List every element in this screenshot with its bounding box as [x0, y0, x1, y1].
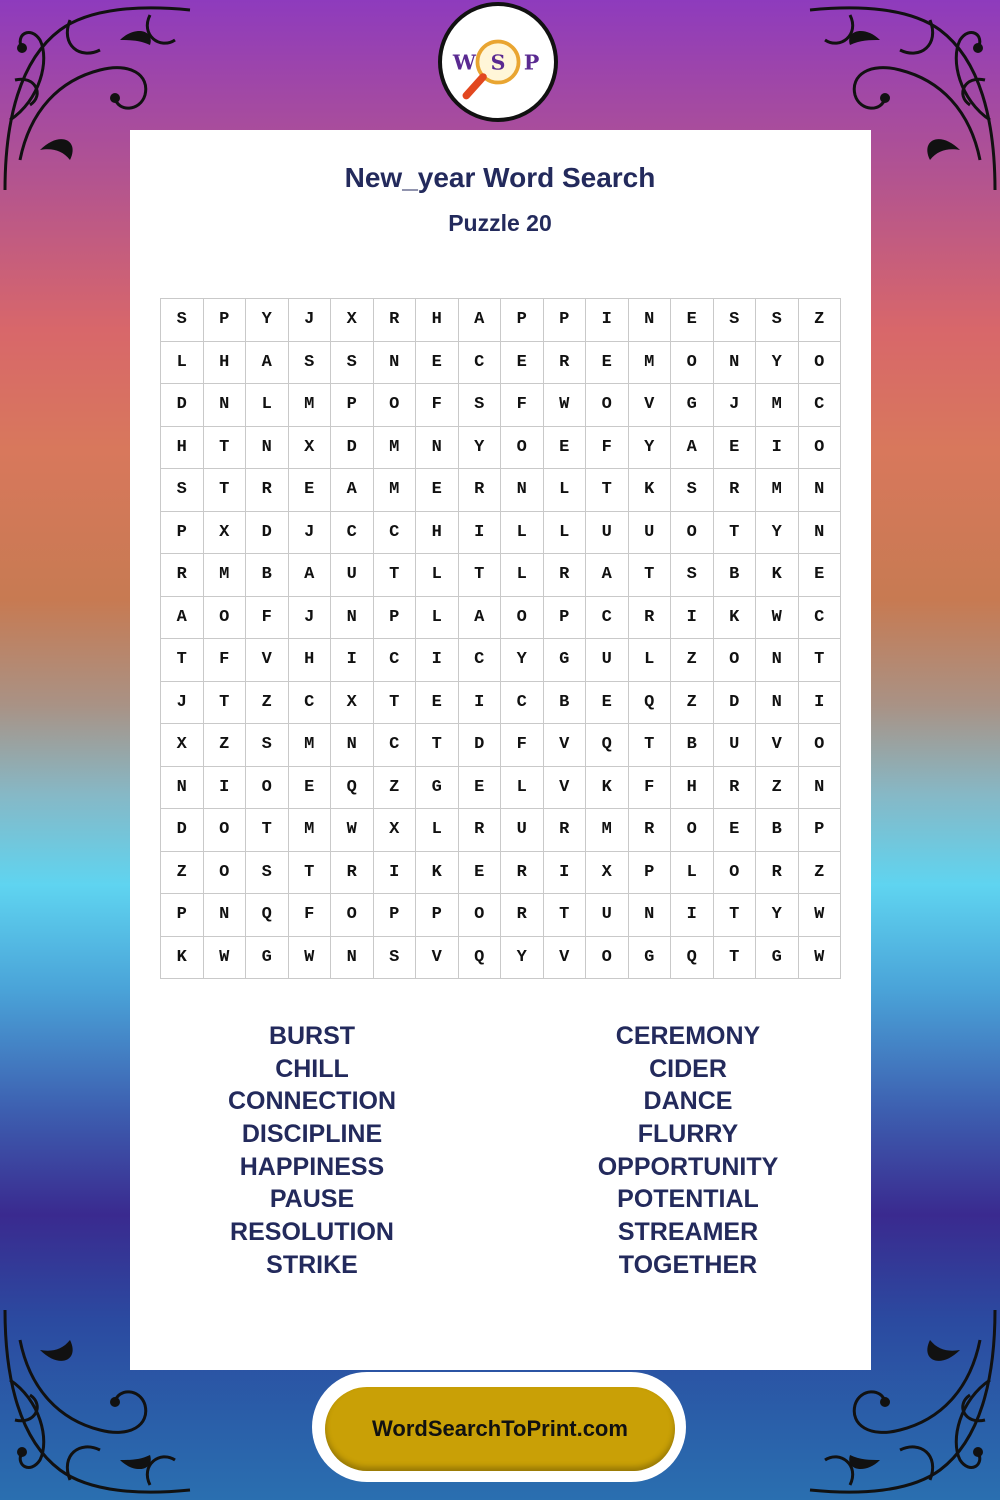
- grid-cell[interactable]: I: [586, 299, 629, 342]
- grid-cell[interactable]: Q: [331, 767, 374, 810]
- grid-cell[interactable]: L: [671, 852, 714, 895]
- grid-cell[interactable]: E: [671, 299, 714, 342]
- grid-cell[interactable]: U: [714, 724, 757, 767]
- grid-cell[interactable]: L: [544, 469, 587, 512]
- grid-cell[interactable]: N: [501, 469, 544, 512]
- grid-cell[interactable]: P: [799, 809, 842, 852]
- grid-cell[interactable]: L: [416, 597, 459, 640]
- grid-cell[interactable]: W: [204, 937, 247, 980]
- grid-cell[interactable]: M: [204, 554, 247, 597]
- grid-cell[interactable]: Y: [459, 427, 502, 470]
- word-list-item: POTENTIAL: [617, 1185, 759, 1214]
- grid-cell[interactable]: Z: [671, 639, 714, 682]
- word-list-item: CONNECTION: [227, 1087, 397, 1116]
- grid-cell[interactable]: E: [289, 469, 332, 512]
- logo-letter-p: P: [523, 50, 540, 75]
- grid-cell[interactable]: A: [671, 427, 714, 470]
- grid-cell[interactable]: Y: [501, 639, 544, 682]
- grid-cell[interactable]: T: [204, 427, 247, 470]
- page-title: New_year Word Search: [344, 162, 656, 193]
- grid-cell[interactable]: Z: [671, 682, 714, 725]
- grid-cell[interactable]: V: [544, 724, 587, 767]
- grid-cell[interactable]: C: [374, 639, 417, 682]
- grid-cell[interactable]: I: [671, 597, 714, 640]
- grid-cell[interactable]: F: [416, 384, 459, 427]
- grid-cell[interactable]: T: [374, 682, 417, 725]
- grid-cell[interactable]: N: [246, 427, 289, 470]
- grid-cell[interactable]: P: [544, 597, 587, 640]
- grid-cell[interactable]: R: [629, 809, 672, 852]
- grid-cell[interactable]: G: [246, 937, 289, 980]
- word-list-item: CIDER: [649, 1054, 727, 1083]
- word-list-item: BURST: [268, 1022, 356, 1050]
- magnifier-icon: [442, 6, 554, 118]
- grid-cell[interactable]: A: [459, 299, 502, 342]
- grid-cell[interactable]: C: [799, 384, 842, 427]
- grid-cell[interactable]: Z: [756, 767, 799, 810]
- grid-cell[interactable]: M: [289, 384, 332, 427]
- grid-cell[interactable]: O: [671, 809, 714, 852]
- grid-cell[interactable]: P: [416, 894, 459, 937]
- grid-cell[interactable]: Y: [629, 427, 672, 470]
- grid-cell[interactable]: J: [289, 299, 332, 342]
- grid-cell[interactable]: T: [161, 639, 204, 682]
- grid-cell[interactable]: O: [799, 427, 842, 470]
- grid-cell[interactable]: T: [629, 554, 672, 597]
- grid-cell[interactable]: E: [459, 852, 502, 895]
- grid-cell[interactable]: K: [629, 469, 672, 512]
- grid-cell[interactable]: C: [586, 597, 629, 640]
- grid-cell[interactable]: A: [246, 342, 289, 385]
- grid-cell[interactable]: A: [586, 554, 629, 597]
- grid-cell[interactable]: V: [756, 724, 799, 767]
- grid-cell[interactable]: F: [289, 894, 332, 937]
- grid-cell[interactable]: P: [544, 299, 587, 342]
- grid-cell[interactable]: H: [671, 767, 714, 810]
- grid-cell[interactable]: S: [459, 384, 502, 427]
- grid-cell[interactable]: B: [756, 809, 799, 852]
- grid-cell[interactable]: R: [544, 554, 587, 597]
- grid-cell[interactable]: T: [204, 469, 247, 512]
- grid-cell[interactable]: X: [331, 682, 374, 725]
- grid-cell[interactable]: C: [374, 724, 417, 767]
- word-list-item: OPPORTUNITY: [597, 1152, 779, 1181]
- grid-cell[interactable]: F: [501, 384, 544, 427]
- grid-cell[interactable]: R: [714, 469, 757, 512]
- word-list-item: FLURRY: [637, 1120, 739, 1149]
- grid-cell[interactable]: I: [416, 639, 459, 682]
- grid-cell[interactable]: W: [544, 384, 587, 427]
- grid-cell[interactable]: D: [161, 384, 204, 427]
- grid-cell[interactable]: S: [714, 299, 757, 342]
- grid-cell[interactable]: S: [756, 299, 799, 342]
- word-list-item: DISCIPLINE: [241, 1120, 383, 1149]
- grid-cell[interactable]: E: [416, 342, 459, 385]
- grid-cell[interactable]: O: [501, 427, 544, 470]
- grid-cell[interactable]: Y: [246, 299, 289, 342]
- grid-cell[interactable]: Y: [756, 894, 799, 937]
- grid-cell[interactable]: P: [204, 299, 247, 342]
- grid-cell[interactable]: N: [629, 299, 672, 342]
- word-list-item: DANCE: [643, 1087, 733, 1116]
- grid-cell[interactable]: V: [246, 639, 289, 682]
- grid-cell[interactable]: R: [544, 809, 587, 852]
- grid-cell[interactable]: L: [416, 554, 459, 597]
- grid-cell[interactable]: C: [459, 342, 502, 385]
- grid-cell[interactable]: O: [204, 852, 247, 895]
- grid-cell[interactable]: L: [544, 512, 587, 555]
- word-list-item: CHILL: [275, 1054, 349, 1083]
- grid-cell[interactable]: D: [246, 512, 289, 555]
- grid-cell[interactable]: O: [714, 852, 757, 895]
- grid-cell[interactable]: N: [799, 469, 842, 512]
- grid-cell[interactable]: F: [629, 767, 672, 810]
- grid-cell[interactable]: I: [204, 767, 247, 810]
- grid-cell[interactable]: M: [629, 342, 672, 385]
- grid-cell[interactable]: L: [246, 384, 289, 427]
- grid-cell[interactable]: E: [544, 427, 587, 470]
- grid-cell[interactable]: P: [374, 894, 417, 937]
- grid-cell[interactable]: R: [374, 299, 417, 342]
- grid-cell[interactable]: U: [331, 554, 374, 597]
- grid-cell[interactable]: S: [289, 342, 332, 385]
- grid-cell[interactable]: M: [289, 809, 332, 852]
- grid-cell[interactable]: Q: [629, 682, 672, 725]
- grid-cell[interactable]: K: [756, 554, 799, 597]
- grid-cell[interactable]: S: [671, 554, 714, 597]
- grid-cell[interactable]: O: [799, 342, 842, 385]
- grid-cell[interactable]: U: [586, 639, 629, 682]
- grid-cell[interactable]: P: [501, 299, 544, 342]
- word-list-item: TOGETHER: [618, 1250, 758, 1279]
- grid-cell[interactable]: N: [331, 724, 374, 767]
- grid-cell[interactable]: S: [161, 299, 204, 342]
- grid-cell[interactable]: Z: [374, 767, 417, 810]
- grid-cell[interactable]: J: [289, 597, 332, 640]
- logo-letter-s: S: [490, 50, 506, 75]
- grid-cell[interactable]: G: [671, 384, 714, 427]
- grid-cell[interactable]: M: [586, 809, 629, 852]
- grid-cell[interactable]: H: [204, 342, 247, 385]
- grid-cell[interactable]: T: [204, 682, 247, 725]
- grid-cell[interactable]: R: [459, 469, 502, 512]
- grid-cell[interactable]: X: [374, 809, 417, 852]
- word-list-right: [538, 1020, 838, 1282]
- grid-cell[interactable]: T: [586, 469, 629, 512]
- grid-cell[interactable]: H: [416, 512, 459, 555]
- grid-cell[interactable]: Z: [204, 724, 247, 767]
- grid-cell[interactable]: N: [714, 342, 757, 385]
- grid-cell[interactable]: F: [586, 427, 629, 470]
- website-button[interactable]: WordSearchToPrint.com: [325, 1387, 675, 1471]
- grid-cell[interactable]: E: [799, 554, 842, 597]
- grid-cell[interactable]: J: [161, 682, 204, 725]
- grid-cell[interactable]: C: [459, 639, 502, 682]
- grid-cell[interactable]: H: [289, 639, 332, 682]
- grid-cell[interactable]: U: [586, 894, 629, 937]
- grid-cell[interactable]: O: [714, 639, 757, 682]
- grid-cell[interactable]: R: [756, 852, 799, 895]
- word-list-item: STRIKE: [266, 1250, 358, 1279]
- word-list-item: PAUSE: [269, 1185, 355, 1214]
- grid-cell[interactable]: H: [161, 427, 204, 470]
- grid-cell[interactable]: S: [246, 852, 289, 895]
- grid-cell[interactable]: P: [161, 512, 204, 555]
- grid-cell[interactable]: O: [671, 512, 714, 555]
- grid-cell[interactable]: L: [501, 512, 544, 555]
- grid-cell[interactable]: S: [374, 937, 417, 980]
- grid-cell[interactable]: Z: [799, 852, 842, 895]
- grid-cell[interactable]: D: [331, 427, 374, 470]
- grid-cell[interactable]: B: [246, 554, 289, 597]
- grid-cell[interactable]: S: [671, 469, 714, 512]
- grid-cell[interactable]: R: [501, 852, 544, 895]
- grid-cell[interactable]: Q: [459, 937, 502, 980]
- grid-cell[interactable]: P: [331, 384, 374, 427]
- grid-cell[interactable]: B: [544, 682, 587, 725]
- grid-cell[interactable]: G: [544, 639, 587, 682]
- grid-cell[interactable]: N: [204, 894, 247, 937]
- grid-cell[interactable]: J: [289, 512, 332, 555]
- grid-cell[interactable]: L: [501, 767, 544, 810]
- grid-cell[interactable]: N: [204, 384, 247, 427]
- grid-cell[interactable]: L: [161, 342, 204, 385]
- grid-cell[interactable]: O: [799, 724, 842, 767]
- grid-cell[interactable]: Z: [161, 852, 204, 895]
- grid-cell[interactable]: A: [331, 469, 374, 512]
- word-list-item: STREAMER: [617, 1218, 759, 1247]
- grid-cell[interactable]: I: [331, 639, 374, 682]
- grid-cell[interactable]: Z: [246, 682, 289, 725]
- grid-cell[interactable]: I: [459, 682, 502, 725]
- grid-cell[interactable]: T: [629, 724, 672, 767]
- grid-cell[interactable]: O: [331, 894, 374, 937]
- grid-cell[interactable]: I: [799, 682, 842, 725]
- grid-cell[interactable]: U: [586, 512, 629, 555]
- grid-cell[interactable]: G: [416, 767, 459, 810]
- grid-cell[interactable]: X: [204, 512, 247, 555]
- word-list-item: HAPPINESS: [239, 1152, 385, 1181]
- grid-cell[interactable]: N: [161, 767, 204, 810]
- grid-cell[interactable]: E: [416, 469, 459, 512]
- grid-cell[interactable]: I: [374, 852, 417, 895]
- grid-cell[interactable]: N: [756, 682, 799, 725]
- grid-cell[interactable]: M: [756, 469, 799, 512]
- grid-cell[interactable]: N: [756, 639, 799, 682]
- grid-cell[interactable]: O: [204, 597, 247, 640]
- grid-cell[interactable]: C: [289, 682, 332, 725]
- grid-cell[interactable]: R: [161, 554, 204, 597]
- grid-cell[interactable]: I: [671, 894, 714, 937]
- grid-cell[interactable]: W: [756, 597, 799, 640]
- grid-cell[interactable]: T: [799, 639, 842, 682]
- grid-cell[interactable]: R: [246, 469, 289, 512]
- grid-cell[interactable]: M: [374, 469, 417, 512]
- grid-cell[interactable]: E: [586, 682, 629, 725]
- grid-cell[interactable]: E: [459, 767, 502, 810]
- grid-cell[interactable]: M: [289, 724, 332, 767]
- grid-cell[interactable]: N: [416, 427, 459, 470]
- word-list-item: RESOLUTION: [230, 1218, 394, 1247]
- word-list-left: [162, 1020, 462, 1282]
- grid-cell[interactable]: K: [586, 767, 629, 810]
- grid-cell[interactable]: E: [501, 342, 544, 385]
- grid-cell[interactable]: A: [289, 554, 332, 597]
- grid-cell[interactable]: L: [416, 809, 459, 852]
- grid-cell[interactable]: C: [501, 682, 544, 725]
- grid-cell[interactable]: R: [714, 767, 757, 810]
- grid-cell[interactable]: Q: [586, 724, 629, 767]
- grid-cell[interactable]: J: [714, 384, 757, 427]
- grid-cell[interactable]: K: [714, 597, 757, 640]
- grid-cell[interactable]: D: [714, 682, 757, 725]
- grid-cell[interactable]: G: [756, 937, 799, 980]
- grid-cell[interactable]: U: [629, 512, 672, 555]
- grid-cell[interactable]: E: [416, 682, 459, 725]
- grid-cell[interactable]: N: [374, 342, 417, 385]
- grid-cell[interactable]: T: [714, 512, 757, 555]
- grid-cell[interactable]: E: [714, 427, 757, 470]
- grid-cell[interactable]: T: [544, 894, 587, 937]
- grid-cell[interactable]: Y: [501, 937, 544, 980]
- grid-cell[interactable]: L: [629, 639, 672, 682]
- grid-cell[interactable]: T: [714, 937, 757, 980]
- grid-cell[interactable]: O: [501, 597, 544, 640]
- grid-cell[interactable]: I: [544, 852, 587, 895]
- grid-cell[interactable]: V: [416, 937, 459, 980]
- grid-cell[interactable]: O: [246, 767, 289, 810]
- grid-cell[interactable]: P: [629, 852, 672, 895]
- grid-cell[interactable]: X: [586, 852, 629, 895]
- grid-cell[interactable]: X: [289, 427, 332, 470]
- grid-cell[interactable]: K: [161, 937, 204, 980]
- grid-cell[interactable]: T: [289, 852, 332, 895]
- grid-cell[interactable]: O: [374, 384, 417, 427]
- grid-cell[interactable]: V: [544, 937, 587, 980]
- grid-cell[interactable]: M: [756, 384, 799, 427]
- grid-cell[interactable]: E: [289, 767, 332, 810]
- grid-cell[interactable]: D: [459, 724, 502, 767]
- grid-cell[interactable]: I: [459, 512, 502, 555]
- grid-cell[interactable]: E: [714, 809, 757, 852]
- grid-cell[interactable]: R: [629, 597, 672, 640]
- grid-cell[interactable]: R: [459, 809, 502, 852]
- logo-letter-w: W: [452, 50, 476, 75]
- grid-cell[interactable]: X: [331, 299, 374, 342]
- puzzle-number: Puzzle 20: [448, 210, 552, 236]
- grid-cell[interactable]: A: [161, 597, 204, 640]
- grid-cell[interactable]: D: [161, 809, 204, 852]
- grid-cell[interactable]: T: [459, 554, 502, 597]
- grid-cell[interactable]: I: [756, 427, 799, 470]
- grid-cell[interactable]: X: [161, 724, 204, 767]
- grid-cell[interactable]: B: [671, 724, 714, 767]
- grid-cell[interactable]: N: [799, 512, 842, 555]
- grid-cell[interactable]: W: [331, 809, 374, 852]
- grid-cell[interactable]: V: [629, 384, 672, 427]
- grid-cell[interactable]: O: [459, 894, 502, 937]
- grid-cell[interactable]: E: [586, 342, 629, 385]
- grid-cell[interactable]: F: [246, 597, 289, 640]
- grid-cell[interactable]: F: [204, 639, 247, 682]
- grid-cell[interactable]: V: [544, 767, 587, 810]
- grid-cell[interactable]: K: [416, 852, 459, 895]
- grid-cell[interactable]: A: [459, 597, 502, 640]
- grid-cell[interactable]: R: [331, 852, 374, 895]
- grid-cell[interactable]: C: [374, 512, 417, 555]
- grid-cell[interactable]: F: [501, 724, 544, 767]
- grid-cell[interactable]: P: [161, 894, 204, 937]
- grid-cell[interactable]: Q: [246, 894, 289, 937]
- grid-cell[interactable]: O: [671, 342, 714, 385]
- letter-grid: [160, 298, 841, 979]
- grid-cell[interactable]: Y: [756, 342, 799, 385]
- grid-cell[interactable]: P: [374, 597, 417, 640]
- grid-cell[interactable]: S: [331, 342, 374, 385]
- grid-cell[interactable]: O: [204, 809, 247, 852]
- grid-cell[interactable]: Z: [799, 299, 842, 342]
- grid-cell[interactable]: U: [501, 809, 544, 852]
- grid-cell[interactable]: M: [374, 427, 417, 470]
- grid-cell[interactable]: T: [416, 724, 459, 767]
- grid-cell[interactable]: N: [331, 597, 374, 640]
- grid-cell[interactable]: O: [586, 937, 629, 980]
- grid-cell[interactable]: C: [799, 597, 842, 640]
- grid-cell[interactable]: R: [544, 342, 587, 385]
- grid-cell[interactable]: C: [331, 512, 374, 555]
- grid-cell[interactable]: O: [586, 384, 629, 427]
- grid-cell[interactable]: N: [331, 937, 374, 980]
- grid-cell[interactable]: G: [629, 937, 672, 980]
- grid-cell[interactable]: T: [246, 809, 289, 852]
- grid-cell[interactable]: Y: [756, 512, 799, 555]
- grid-cell[interactable]: W: [289, 937, 332, 980]
- grid-cell[interactable]: N: [799, 767, 842, 810]
- grid-cell[interactable]: H: [416, 299, 459, 342]
- grid-cell[interactable]: W: [799, 894, 842, 937]
- grid-cell[interactable]: Q: [671, 937, 714, 980]
- grid-cell[interactable]: L: [501, 554, 544, 597]
- grid-cell[interactable]: N: [629, 894, 672, 937]
- word-list-item: CEREMONY: [615, 1022, 761, 1050]
- grid-cell[interactable]: T: [714, 894, 757, 937]
- grid-cell[interactable]: S: [161, 469, 204, 512]
- grid-cell[interactable]: T: [374, 554, 417, 597]
- grid-cell[interactable]: R: [501, 894, 544, 937]
- wsp-logo: [438, 2, 558, 122]
- grid-cell[interactable]: W: [799, 937, 842, 980]
- grid-cell[interactable]: S: [246, 724, 289, 767]
- grid-cell[interactable]: B: [714, 554, 757, 597]
